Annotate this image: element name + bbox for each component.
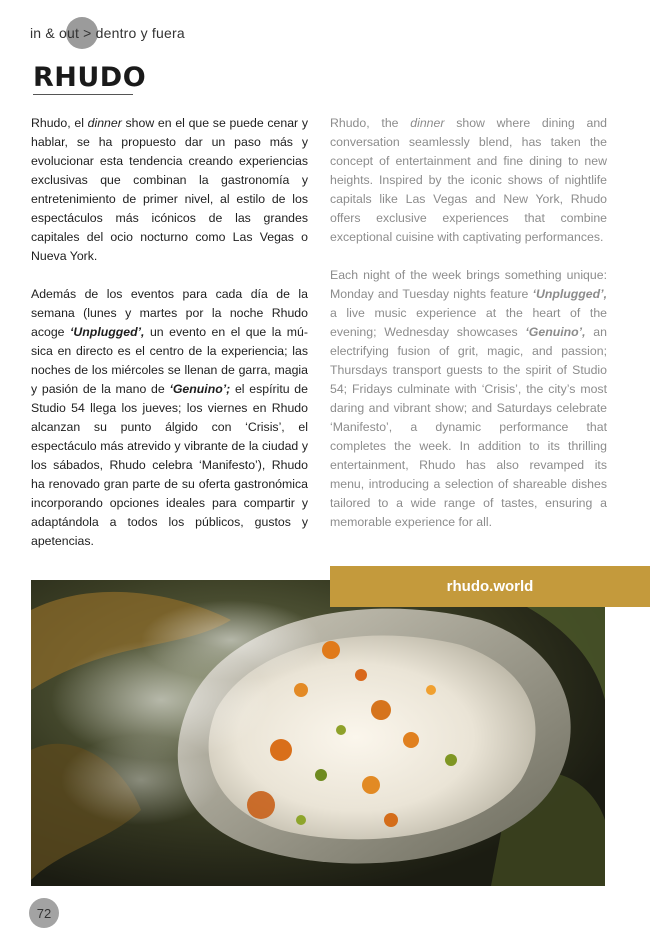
unplugged-emphasis: ‘Unplugged’,	[532, 287, 607, 301]
spanish-paragraph-1: Rhudo, el dinner show en el que se puede cenar y hablar, se ha propuesto dar un paso más y evolucionar esta tendencia creando experiencias exclusivas que combinan la gastronomía y entretenimiento de primer nivel, al estilo de los espectáculos más icónicos de las grandes capitales del ocio nocturno como Las Vegas o Nueva York.	[31, 116, 308, 263]
spanish-paragraph-2: Además de los eventos para cada día de la semana (lunes y martes por la noche Rhudo acoge ‘Unplugged’, un evento en el que la música en directo es el centro de la experiencia; las noches de los miércoles se llenan de garra, magia y pasión de la mano de ‘Genuino’; el espíritu de Studio 54 llega los jueves; los viernes en Rhudo alcanzan su punto álgido con ‘Crisis’, el espectáculo más atrevido y vibrante de la ciudad y los sábados, Rhudo celebra ‘Manifesto’), Rhudo ha renovado gran parte de su oferta gastronómica incorporando opciones ideales para compartir y adaptándola a todos los públicos, gustos y apetencias.	[31, 287, 309, 548]
dinner-emphasis: dinner	[410, 116, 445, 130]
genuino-emphasis: ‘Genuino’;	[169, 382, 231, 396]
page-number	[29, 898, 59, 928]
english-paragraph-1: Rhudo, the dinner show where dining and conversation seamlessly blend, has taken the concept of entertainment and fine dining to new heights. Inspired by the iconic shows of nightlife capitals like Las Vegas and New York, Rhudo offers exclusive experiences that combine exceptional cuisine with captivating performances.	[330, 116, 607, 244]
page-number-text: 72	[36, 905, 52, 921]
unplugged-emphasis: ‘Unplugged’,	[70, 325, 145, 339]
section-tag	[30, 18, 185, 48]
title-underline	[33, 94, 133, 95]
english-paragraph-2: Each night of the week brings something unique: Monday and Tuesday nights feature ‘Unplugged’, a live music experience at the heart of the evening; Wednesday showcases ‘Genuino’, an electrifying fusion of grit, magic, and passion; Thursdays transport guests to the spirit of Studio 54; Fridays culminate with ‘Crisis’, the city’s most daring and vibrant show; and Saturdays celebrate ‘Manifesto’, a dynamic performance that completes the week. In addition to its thrilling entertainment, Rhudo has also revamped its menu, introducing a selection of shareable dishes tailored to a wide range of tastes, ensuring a memorable experience for all.	[330, 268, 607, 529]
genuino-emphasis: ‘Genuino’,	[525, 325, 586, 339]
website-banner[interactable]	[330, 566, 650, 607]
oyster-illustration	[31, 580, 605, 886]
english-column	[330, 114, 607, 551]
spanish-column	[31, 114, 308, 570]
website-link[interactable]: rhudo.world	[446, 578, 534, 595]
dinner-emphasis: dinner	[87, 116, 122, 130]
oyster-dish-photo	[31, 580, 605, 886]
article-title: RHUDO	[33, 62, 147, 93]
section-tag-text: in & out > dentro y fuera	[30, 25, 185, 41]
